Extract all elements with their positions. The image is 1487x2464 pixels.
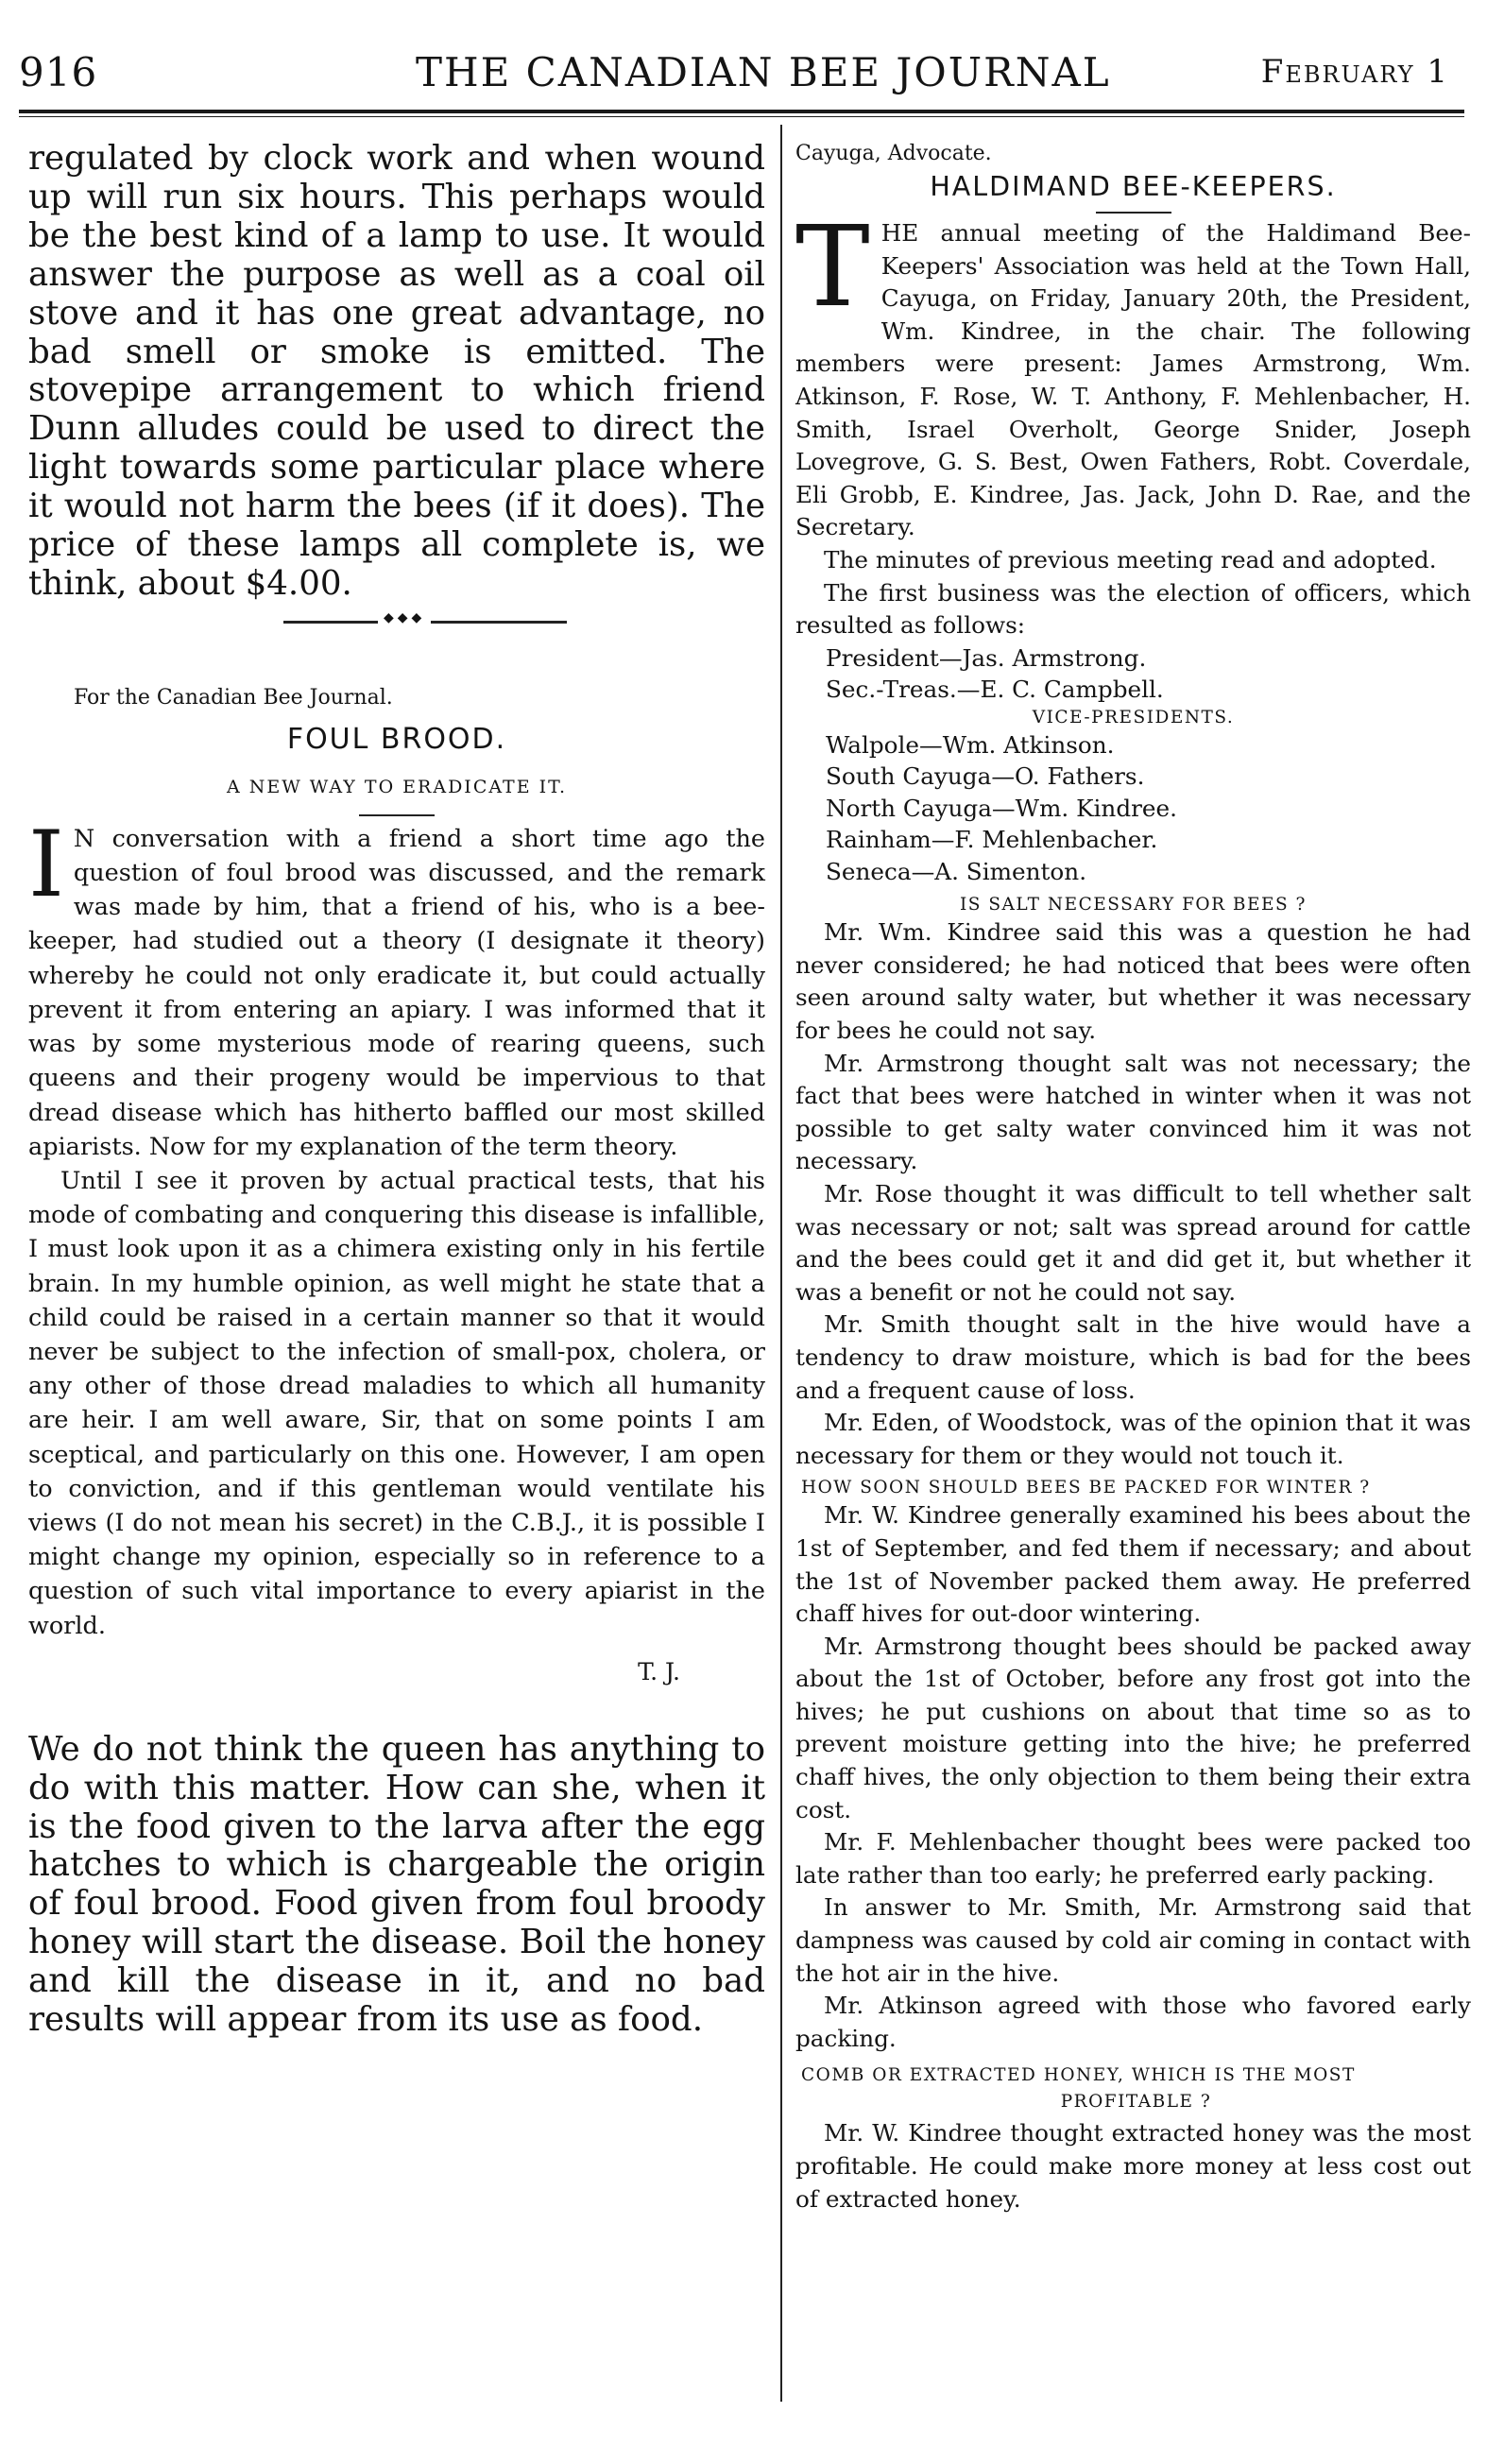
page-header (19, 49, 1468, 106)
honey-section-heading (801, 2062, 1471, 2115)
salt-paragraph: Mr. Rose thought it was difficult to tell whether salt was necessary or not; salt was spread around for cattle and the bees could get it and did get it, but whether it was a benefit or not he could not say. (795, 1179, 1471, 1306)
salt-paragraph: Mr. Armstrong thought salt was not necessary; the fact that bees were hatched in winter when it was not possible to get salty water convinced him it was not necessary. (795, 1049, 1471, 1175)
salt-paragraph: Mr. Smith thought salt in the hive would have a tendency to draw moisture, which is bad for the bees and a frequent cause of loss. (795, 1310, 1471, 1404)
header-rule-thin (19, 116, 1464, 117)
winter-paragraph: Mr. Armstrong thought bees should be packed away about the 1st of October, before any frost got into the hives; he put cushions on about that time so as to prevent moisture getting into the hive; he preferred chaff hives, the only objection to them being their extra cost. (795, 1632, 1471, 1823)
editorial-reply: We do not think the queen has anything to do with this matter. How can she, when it is the food given to the larva after the egg hatches to which is chargeable the origin of foul brood. Food given from foul broody honey will start the disease. Boil the honey and kill the disease in it, and no bad results will appear from its use as food. (28, 1729, 765, 2040)
honey-heading-line-1: COMB OR EXTRACTED HONEY, WHICH IS THE MOST (801, 2065, 1356, 2086)
election-paragraph: The first business was the election of officers, which resulted as follows: (795, 578, 1471, 640)
vice-president-line: Rainham—F. Mehlenbacher. (826, 826, 1158, 854)
article-paragraph-2: Until I see it proven by actual practical tests, that his mode of combating and conquering this disease is infallible, I must look upon it as a chimera existing only in his fertile brain. In my humble opinion, as well might he state that a child could be raised in a certain manner so that it would never be subject to the infection of small-pox, cholera, or any other of those dread maladies to which all humanity are heir. I am well aware, Sir, that on some points I am sceptical, and particularly on this one. However, I am open to conviction, and if this gentleman would ventilate his views (I do not mean his secret) in the C.B.J., it is possible I might change my opinion, especially so in reference to a question of such vital importance to every apiarist in the world. (28, 1166, 765, 1640)
column-divider (780, 125, 782, 2402)
title-rule (359, 814, 435, 816)
salt-paragraph: Mr. Wm. Kindree said this was a question he had never considered; he had noticed that bees were often seen around salty water, but whether it was necessary for bees he could not say. (795, 918, 1471, 1044)
header-rule (19, 110, 1464, 113)
vice-presidents-heading: VICE-PRESIDENTS. (1032, 707, 1235, 727)
report-title: HALDIMAND BEE-KEEPERS. (930, 171, 1337, 202)
article-source-line: For the Canadian Bee Journal. (74, 685, 393, 710)
honey-heading-line-2: PROFITABLE ? (1060, 2092, 1212, 2113)
winter-paragraph: Mr. F. Mehlenbacher thought bees were packed too late rather than too early; he preferred early packing. (795, 1828, 1471, 1889)
article-paragraph-1-text: N conversation with a friend a short time ago the question of foul brood was discussed, and the remark was made by him, that a friend of his, who is a bee-keeper, had studied out a theory (I designate it theory) whereby he could not only eradicate it, but could actually prevent it from entering an apiary. I was informed that it was by some mysterious mode of rearing queens, such queens and their progeny would be impervious to that dread disease which has hitherto baffled our most skilled apiarists. Now for my explanation of the term theory. (28, 824, 765, 1161)
article-paragraph-1 (28, 811, 765, 1164)
winter-paragraph: Mr. W. Kindree generally examined his bees about the 1st of September, and fed them if necessary; and about the 1st of November packed them away. He preferred chaff hives for out-door wintering. (795, 1501, 1471, 1628)
report-drop-cap: T (795, 201, 870, 332)
vice-president-line: Walpole—Wm. Atkinson. (826, 730, 1115, 759)
winter-paragraph: In answer to Mr. Smith, Mr. Armstrong said that dampness was caused by cold air coming in contact with the hot air in the hive. (795, 1893, 1471, 1987)
vice-president-line: North Cayuga—Wm. Kindree. (826, 794, 1177, 822)
salt-section-heading: IS SALT NECESSARY FOR BEES ? (960, 895, 1307, 915)
vice-president-line: South Cayuga—O. Fathers. (826, 762, 1145, 791)
report-intro (795, 201, 1471, 544)
article-title: FOUL BROOD. (286, 722, 507, 756)
minutes-paragraph: The minutes of previous meeting read and adopted. (824, 545, 1437, 573)
salt-paragraph: Mr. Eden, of Woodstock, was of the opinion that it was necessary for them or they would not touch it. (795, 1409, 1471, 1469)
continued-text: regulated by clock work and when wound up will run six hours. This perhaps would be the best kind of a lamp to use. It would answer the purpose as well as a coal oil stove and it has one great advantage, no bad smell or smoke is emitted. The stovepipe arrangement to which friend Dunn alludes could be used to direct the light towards some particular place where it would not harm the bees (if it does). The price of these lamps all complete is, we think, about $4.00. (28, 139, 765, 603)
drop-cap: I (28, 811, 64, 917)
journal-title: THE CANADIAN BEE JOURNAL (416, 49, 1111, 95)
issue-month: February 1 (1260, 53, 1449, 91)
ornamental-divider (283, 621, 567, 624)
honey-paragraph: Mr. W. Kindree thought extracted honey was the most profitable. He could make more money at less cost out of extracted honey. (795, 2119, 1471, 2213)
vice-president-line: Seneca—A. Simenton. (826, 857, 1087, 885)
officer-line: Sec.-Treas.—E. C. Campbell. (826, 676, 1164, 704)
winter-section-heading: HOW SOON SHOULD BEES BE PACKED FOR WINTER ? (801, 1478, 1371, 1498)
article-signature: T. J. (638, 1657, 680, 1685)
left-column (28, 140, 765, 2040)
report-source-line: Cayuga, Advocate. (795, 142, 992, 165)
report-title-rule (1096, 212, 1171, 214)
page-number: 916 (19, 49, 98, 95)
officer-line: President—Jas. Armstrong. (826, 643, 1147, 672)
article-subtitle: A NEW WAY TO ERADICATE IT. (226, 776, 568, 797)
right-column (795, 142, 1471, 2216)
report-intro-text: HE annual meeting of the Haldimand Bee-Keepers' Association was held at the Town Hall, Cayuga, on Friday, January 20th, the President, Wm. Kindree, in the chair. The following members were present: James Armstrong, Wm. Atkinson, F. Rose, W. T. Anthony, F. Mehlenbacher, H. Smith, Israel Overholt, George Snider, Joseph Lovegrove, G. S. Best, Owen Fathers, Robt. Coverdale, Eli Grobb, E. Kindree, Jas. Jack, John D. Rae, and the Secretary. (795, 219, 1471, 541)
winter-paragraph: Mr. Atkinson agreed with those who favored early packing. (795, 1992, 1471, 2052)
